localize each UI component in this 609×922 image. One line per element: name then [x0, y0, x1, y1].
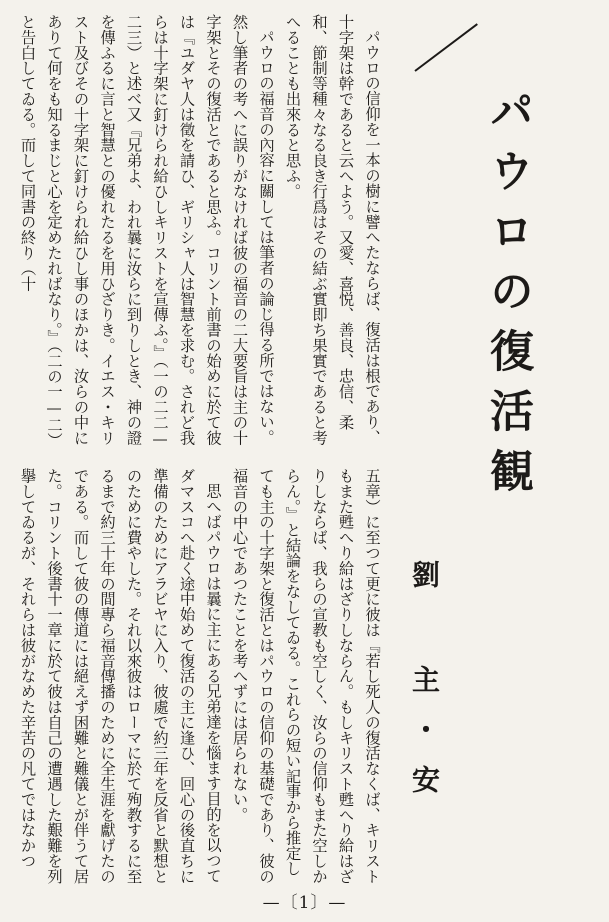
paragraph: 五章）に至つて更に彼は『若し死人の復活なくば、キリストもまた甦へり給はざりしならん。もしキリスト甦へり給はざりしならば、我らの宣教も空しく、汝らの信仰もまた空しからん。』と結論をなしてゐる。これらの短い記事から推定しても主の十字架と復活とはパウロの信仰の基礎であり、彼の福音の中心であつたことを考へずには居られない。: [230, 468, 381, 884]
lower-text-block: [9, 468, 385, 888]
page-number: —〔1〕—: [262, 893, 347, 913]
upper-text-block: [18, 14, 385, 454]
title-decoration-line: [414, 23, 477, 72]
paragraph: 思へばパウロは曩に主にある兄弟達を惱ます目的を以つてダマスコへ赴く途中始めて復活の主に逢ひ、回心の後直ちに準備のためにアラビヤに入り、彼處で約三年を反省と默想とのために費やした。それ以來彼はローマに於て殉教するに至るまで約三十年の間專ら福音傳播のために全生涯を獻げたのである。而して彼の傳道には絕えず困難と難儀とが伴うて居た。コリント後書十一章に於て彼は自己の遭遇した艱難を列擧してゐるが、それらは彼がなめた辛苦の凡てではなかつ: [18, 468, 222, 884]
paragraph: パウロの福音の內容に關しては筆者の論じ得る所ではない。然し筆者の考へに誤りがなければ彼の福音の二大要旨は主の十字架とその復活とであると思ふ。コリント前書の始めに於て彼は『ユダヤ人は徵を請ひ、ギリシャ人は智慧を求む。されど我らは十字架に釘けられ給ひしキリストを宣傳ふ。』（一の二二—二三）と述べ又『兄弟よ、われ曩に汝らに到りしとき、神の證を傳ふるに言と智慧との優れたるを用ひざりき。イエス・キリスト及びその十字架に釘けられ給ひし事のほかは、汝らの中にありて何をも知るまじと心を定めたればなり。』（二の一—二）と告白してゐる。而して同書の終り（十: [18, 14, 275, 448]
page-title: パウロの復活観: [482, 88, 533, 508]
paragraph: パウロの信仰を一本の樹に譬へたならば、復活は根であり、十字架は幹であると云へよう。又愛、喜悦、善良、忠信、柔和、節制等種々なる良き行爲はその結ぶ實即ち果實であると考へることも出來ると思ふ。: [283, 14, 381, 446]
author-name: 劉 主・安: [408, 560, 441, 815]
